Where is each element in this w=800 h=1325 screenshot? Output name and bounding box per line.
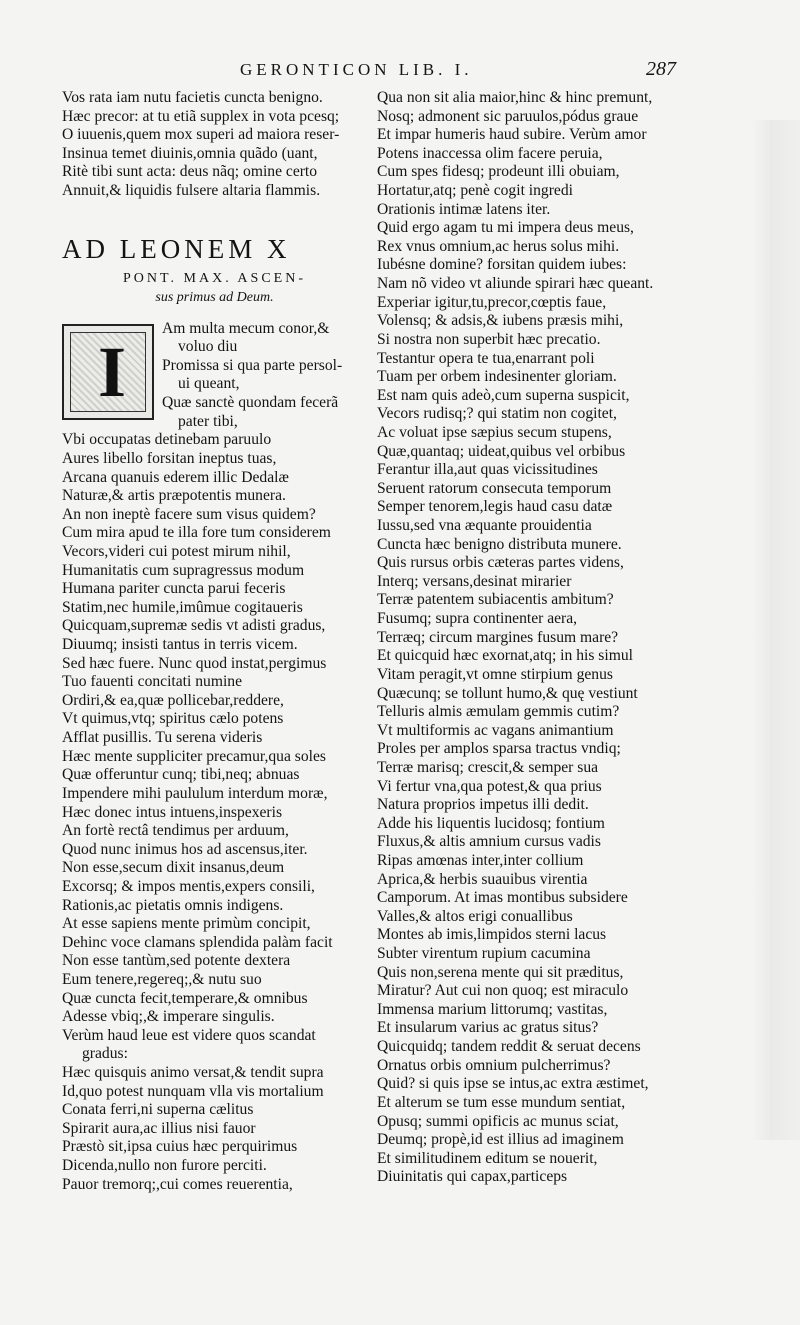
- section-heading: AD LEONEM X: [62, 233, 291, 264]
- verse-line: Nosq; admonent sic paruulos,pódus graue: [377, 107, 639, 125]
- verse-line: Non esse,secum dixit insanus,deum: [62, 859, 285, 877]
- verse-line: Conata ferri,ni superna cælitus: [62, 1101, 254, 1119]
- verse-line: Quæ sanctè quondam fecerã: [162, 394, 339, 412]
- running-title: GERONTICON LIB. I.: [240, 60, 473, 79]
- verse-line: Quid ergo agam tu mi impera deus meus,: [377, 219, 634, 237]
- verse-line: Et similitudinem editum se nouerit,: [377, 1149, 598, 1167]
- verse-line: Adesse vbiq;,& imperare singulis.: [62, 1008, 275, 1026]
- verse-line: Si nostra non superbit hæc precatio.: [377, 330, 601, 348]
- verse-line: Fluxus,& altis amnium cursus vadis: [377, 833, 601, 851]
- verse-line: Tuo fauenti concitati numine: [62, 673, 243, 691]
- verse-line: Cuncta hæc benigno distributa munere.: [377, 535, 622, 553]
- verse-line: Opusq; summi opificis ac munus sciat,: [377, 1112, 619, 1130]
- page-number: 287: [646, 58, 676, 80]
- verse-line: Quis rursus orbis cæteras partes videns,: [377, 554, 624, 572]
- section-subheading-italic: sus primus ad Deum.: [155, 289, 274, 305]
- verse-line: Hæc donec intus intuens,inspexeris: [62, 803, 283, 821]
- verse-line: Sed hæc fuere. Nunc quod instat,pergimus: [62, 654, 327, 672]
- verse-line: Eum tenere,regereq;,& nutu suo: [62, 970, 262, 988]
- verse-line: Humana pariter cuncta parui feceris: [62, 580, 286, 598]
- verse-line: Naturæ,& artis præpotentis munera.: [62, 487, 286, 505]
- verse-line: Tuam per orbem indesinenter gloriam.: [377, 368, 617, 386]
- verse-line: Vecors,videri cui potest mirum nihil,: [62, 542, 291, 560]
- verse-line: Statim,nec humile,imûmue cogitaueris: [62, 598, 303, 616]
- facing-page-bleed: [752, 120, 800, 1140]
- verse-line-continuation: gradus:: [82, 1045, 128, 1063]
- verse-line: Hæc quisquis animo versat,& tendit supra: [62, 1064, 324, 1082]
- verse-line: Proles per amplos sparsa tractus vndiq;: [377, 740, 621, 758]
- verse-line: Rex vnus omnium,ac herus solus mihi.: [377, 237, 620, 255]
- verse-line: Subter virentum rupium cacumina: [377, 945, 591, 963]
- verse-line: Diuinitatis qui capax,particeps: [377, 1168, 568, 1186]
- verse-line: Fusumq; supra continenter aera,: [377, 610, 578, 628]
- verse-line: Et quicquid hæc exornat,atq; in his simul: [377, 647, 633, 665]
- verse-line: Valles,& altos erigi conuallibus: [377, 907, 573, 925]
- verse-line: Vt multiformis ac vagans animantium: [377, 721, 614, 739]
- verse-line: Excorsq; & impos mentis,expers consili,: [62, 877, 315, 895]
- verse-line: Seruent ratorum consecuta temporum: [377, 479, 612, 497]
- verse-line: Quod nunc inimus hos ad ascensus,iter.: [62, 840, 308, 858]
- verse-line: Pauor tremorq;,cui comes reuerentia,: [62, 1175, 293, 1193]
- verse-line: Impendere mihi paululum interdum moræ,: [62, 784, 328, 802]
- verse-line: Quæ,quantaq; uideat,quibus vel orbibus: [377, 442, 626, 460]
- verse-line: Aures libello forsitan ineptus tuas,: [62, 449, 277, 467]
- verse-line: Promissa si qua parte persol-: [162, 356, 343, 374]
- verse-block-top: [62, 89, 367, 201]
- verse-line: voluo diu: [178, 338, 238, 356]
- verse-line: Hæc precor: at tu etiã supplex in vota pcesq;: [62, 107, 340, 125]
- verse-line: Dehinc voce clamans splendida palàm facit: [62, 933, 333, 951]
- verse-line: Interq; versans,desinat mirarier: [377, 572, 572, 590]
- verse-line: Ordiri,& ea,quæ pollicebar,reddere,: [62, 691, 284, 709]
- running-head: [240, 60, 680, 80]
- verse-line: Testantur opera te tua,enarrant poli: [377, 349, 595, 367]
- verse-line: Arcana quanuis ederem illic Dedalæ: [62, 468, 289, 486]
- verse-line: Id,quo potest nunquam vlla vis mortalium: [62, 1082, 324, 1100]
- verse-line: Experiar igitur,tu,precor,cœptis faue,: [377, 293, 607, 311]
- verse-line: Natura proprios impetus illi dedit.: [377, 796, 589, 814]
- verse-line: Qua non sit alia maior,hinc & hinc premunt,: [377, 89, 653, 106]
- verse-line: Dicenda,nullo non furore perciti.: [62, 1157, 267, 1175]
- verse-line: Quicquidq; tandem reddit & seruat decens: [377, 1038, 641, 1056]
- verse-line: Spirarit aura,ac illius nisi fauor: [62, 1119, 256, 1137]
- verse-line: Rationis,ac pietatis omnis indigens.: [62, 896, 284, 914]
- verse-line: Adde his liquentis lucidosq; fontium: [377, 814, 605, 832]
- verse-line: Cum spes fidesq; prodeunt illi obuiam,: [377, 163, 620, 181]
- verse-line: Am multa mecum conor,&: [162, 319, 330, 337]
- verse-line: Et insularum varius ac gratus situs?: [377, 1019, 599, 1037]
- verse-line: Verùm haud leue est videre quos scandat: [62, 1026, 316, 1044]
- verse-line: Est nam quis adeò,cum superna suspicit,: [377, 386, 630, 404]
- verse-line: Quicquam,supremæ sedis vt adisti gradus,: [62, 617, 326, 635]
- verse-line: Vbi occupatas detinebam paruulo: [62, 431, 272, 449]
- verse-line: Potens inaccessa olim facere peruia,: [377, 144, 603, 162]
- verse-line: Montes ab imis,limpidos sterni lacus: [377, 926, 607, 944]
- verse-line: pater tibi,: [178, 412, 238, 430]
- verse-line: Quis non,serena mente qui sit præditus,: [377, 963, 624, 981]
- verse-line: Quæ cuncta fecit,temperare,& omnibus: [62, 989, 308, 1007]
- decorated-initial-image: [62, 324, 154, 420]
- left-column: [62, 89, 367, 1194]
- verse-line: Annuit,& liquidis fulsere altaria flammis.: [62, 182, 321, 200]
- verse-line: Humanitatis cum supragressus modum: [62, 561, 305, 579]
- verse-line: Immensa marium littorumq; vastitas,: [377, 1000, 608, 1018]
- verse-line: Ritè tibi sunt acta: deus nãq; omine certo: [62, 163, 318, 181]
- verse-line: Vt quimus,vtq; spiritus cælo potens: [62, 710, 284, 728]
- verse-line: Non esse tantùm,sed potente dextera: [62, 952, 291, 970]
- verse-line: Ferantur illa,aut quas vicissitudines: [377, 461, 598, 479]
- verse-line: Camporum. At imas montibus subsidere: [377, 889, 628, 907]
- verse-line: Ornatus orbis omnium pulcherrimus?: [377, 1056, 611, 1074]
- verse-line: Terræ patentem subiacentis ambitum?: [377, 591, 614, 609]
- verse-line: Hæc mente suppliciter precamur,qua soles: [62, 747, 326, 765]
- verse-line: Diuumq; insisti tantus in terris vicem.: [62, 636, 298, 654]
- verse-line: An non ineptè facere sum visus quidem?: [62, 505, 316, 523]
- verse-line: Nam nõ video vt aliunde spirari hæc queant.: [377, 275, 654, 293]
- verse-line: Vi fertur vna,qua potest,& qua prius: [377, 777, 602, 795]
- verse-line: Semper tenorem,legis haud casu datæ: [377, 498, 613, 516]
- verse-line: ui queant,: [178, 375, 240, 393]
- verse-line: Deumq; propè,id est illius ad imaginem: [377, 1131, 624, 1149]
- verse-block-body: [62, 431, 367, 1194]
- verse-line: Aprica,& herbis suauibus virentia: [377, 870, 588, 888]
- verse-line: Miratur? Aut cui non quoq; est miraculo: [377, 982, 629, 1000]
- verse-line: Hortatur,atq; penè cogit ingredi: [377, 182, 573, 200]
- opening-with-dropcap: [62, 320, 367, 432]
- verse-line: Ripas amœnas inter,inter collium: [377, 851, 584, 869]
- verse-line: Terræq; circum margines fusum mare?: [377, 628, 619, 646]
- verse-line: Quæcunq; se tollunt humo,& quę vestiunt: [377, 684, 638, 702]
- verse-line: Cum mira apud te illa fore tum considerem: [62, 524, 331, 542]
- verse-line: Iussu,sed vna æquante prouidentia: [377, 517, 592, 535]
- right-column: [377, 89, 687, 1187]
- verse-line: Volensq; & adsis,& iubens præsis mihi,: [377, 312, 624, 330]
- verse-line: Telluris almis æmulam gemmis cutim?: [377, 703, 620, 721]
- verse-line: Et impar humeris haud subire. Verùm amor: [377, 126, 647, 144]
- verse-line: Insinua temet diuinis,omnia quãdo (uant,: [62, 144, 318, 162]
- verse-line: Ac voluat ipse sæpius secum stupens,: [377, 423, 612, 441]
- verse-line: O iuuenis,quem mox superi ad maiora reser-: [62, 126, 340, 144]
- verse-line: Et alterum se tum esse mundum sentiat,: [377, 1093, 626, 1111]
- initial-letter: I: [98, 331, 127, 412]
- verse-line: Præstò sit,ipsa cuius hæc perquirimus: [62, 1138, 298, 1156]
- verse-line: Vitam peragit,vt omne stirpium genus: [377, 665, 613, 683]
- verse-line: Quæ offeruntur cunq; tibi,neq; abnuas: [62, 766, 300, 784]
- verse-line: Afflat pusillis. Tu serena videris: [62, 729, 263, 747]
- verse-line: Terræ marisq; crescit,& semper sua: [377, 758, 599, 776]
- verse-line: Vecors rudisq;? qui statim non cogitet,: [377, 405, 617, 423]
- verse-line: Orationis intimæ latens iter.: [377, 200, 551, 218]
- verse-line: Iubésne domine? forsitan quidem iubes:: [377, 256, 627, 274]
- verse-line: Quid? si quis ipse se intus,ac extra æstimet,: [377, 1075, 649, 1093]
- verse-line: An fortè rectâ tendimus per arduum,: [62, 822, 289, 840]
- verse-line: At esse sapiens mente primùm concipit,: [62, 915, 311, 933]
- verse-line: Vos rata iam nutu facietis cuncta benigno.: [62, 89, 323, 106]
- section-subheading: PONT. MAX. ASCEN-: [123, 270, 306, 286]
